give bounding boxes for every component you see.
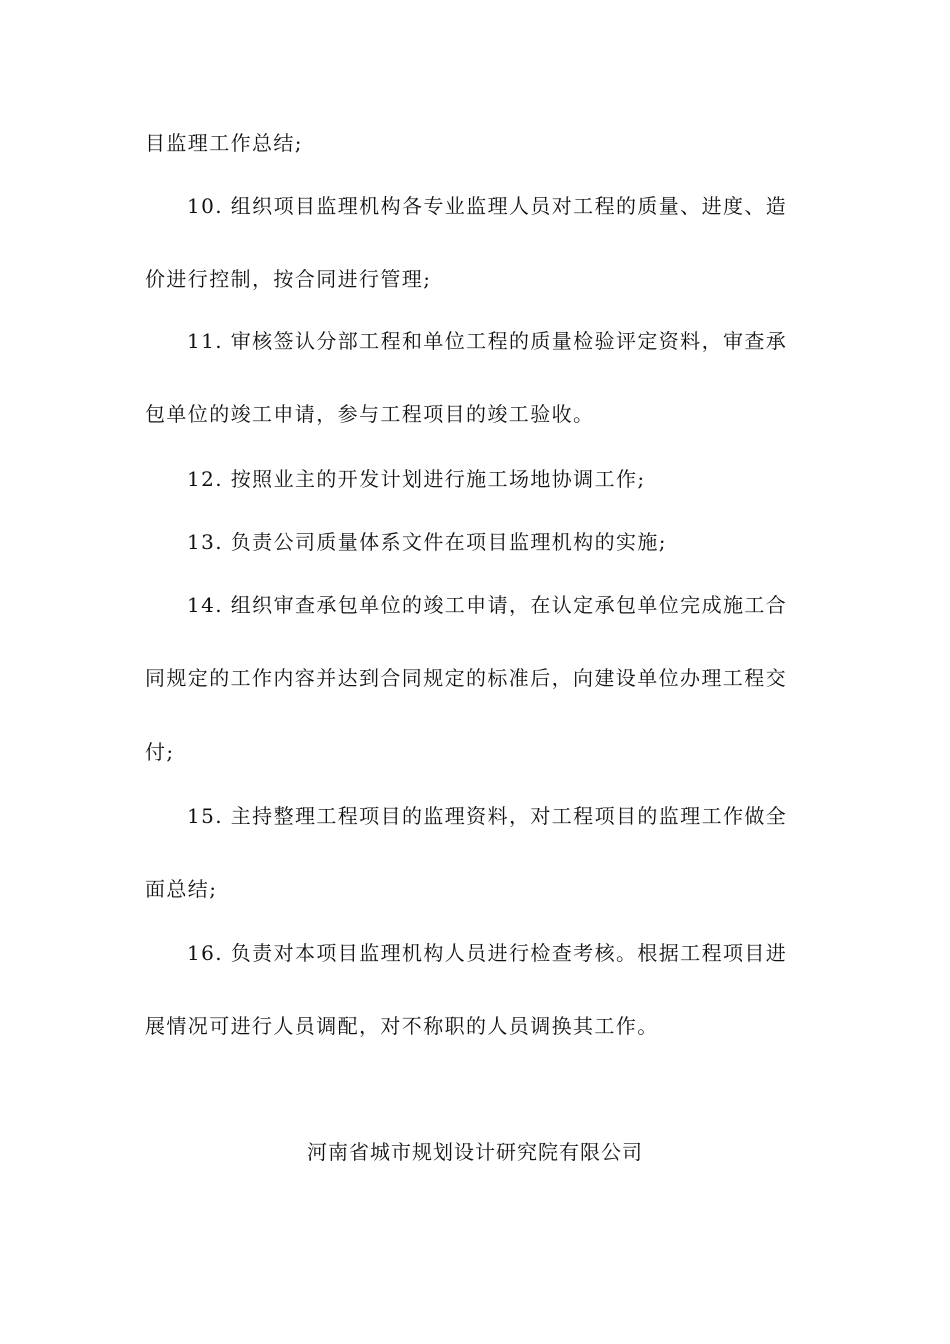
text-line: 14. 组织审查承包单位的竣工申请，在认定承包单位完成施工合 xyxy=(187,593,788,617)
text-line: 目监理工作总结; xyxy=(145,131,303,155)
text-line: 展情况可进行人员调配，对不称职的人员调换其工作。 xyxy=(145,1014,659,1038)
text-line: 15. 主持整理工程项目的监理资料，对工程项目的监理工作做全 xyxy=(187,804,788,828)
text-line: 面总结; xyxy=(145,877,218,901)
signature-company: 河南省城市规划设计研究院有限公司 xyxy=(307,1140,643,1164)
text-line: 10. 组织项目监理机构各专业监理人员对工程的质量、进度、造 xyxy=(187,194,788,218)
text-line: 13. 负责公司质量体系文件在项目监理机构的实施; xyxy=(187,530,667,554)
text-line: 11. 审核签认分部工程和单位工程的质量检验评定资料，审查承 xyxy=(187,329,788,353)
text-line: 同规定的工作内容并达到合同规定的标准后，向建设单位办理工程交 xyxy=(145,666,787,690)
text-line: 价进行控制，按合同进行管理; xyxy=(145,267,432,291)
text-line: 12. 按照业主的开发计划进行施工场地协调工作; xyxy=(187,467,646,491)
text-line: 16. 负责对本项目监理机构人员进行检查考核。根据工程项目进 xyxy=(187,941,788,965)
text-line: 付; xyxy=(145,740,175,764)
text-line: 包单位的竣工申请，参与工程项目的竣工验收。 xyxy=(145,402,595,426)
